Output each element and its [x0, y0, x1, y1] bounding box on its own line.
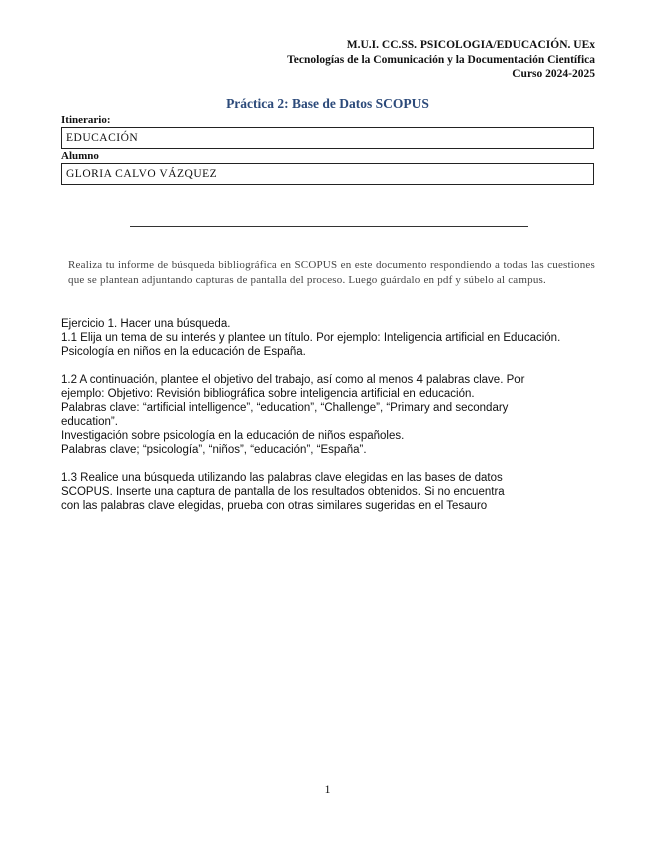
page-number: 1	[324, 782, 331, 796]
header-program: M.U.I. CC.SS. PSICOLOGIA/EDUCACIÓN. UEx	[346, 39, 595, 51]
page-title: Práctica 2: Base de Datos SCOPUS	[226, 96, 429, 111]
question-1-3-line-1: 1.3 Realice una búsqueda utilizando las palabras clave elegidas en las bases de datos	[61, 472, 503, 484]
itinerario-label: Itinerario:	[61, 114, 111, 126]
question-1-2-line-1: 1.2 A continuación, plantee el objetivo del trabajo, así como al menos 4 palabras clave. Por	[61, 374, 525, 386]
question-1-3-line-3: con las palabras clave elegidas, prueba con otras similares sugeridas en el Tesauro	[61, 500, 488, 512]
answer-1-2-keywords: Palabras clave; “psicología”, “niños”, “educación”, “España”.	[61, 444, 367, 456]
alumno-field: GLORIA CALVO VÁZQUEZ	[61, 163, 594, 185]
header-course-name: Tecnologías de la Comunicación y la Documentación Científica	[287, 53, 595, 66]
spacer	[61, 359, 601, 373]
spacer	[61, 457, 601, 471]
exercise-1-section	[61, 317, 601, 513]
itinerario-field: EDUCACIÓN	[61, 127, 594, 149]
question-1-1: 1.1 Elija un tema de su interés y plantee un título. Por ejemplo: Inteligencia artificial en Educación.	[61, 332, 561, 344]
question-1-3-line-2: SCOPUS. Inserte una captura de pantalla de los resultados obtenidos. Si no encuentra	[61, 486, 505, 498]
question-1-2-line-4: education”.	[61, 416, 118, 428]
header-academic-year: Curso 2024-2025	[512, 68, 595, 80]
alumno-label: Alumno	[61, 150, 99, 162]
answer-1-2-objective: Investigación sobre psicología en la educación de niños españoles.	[61, 430, 405, 442]
exercise-heading: Ejercicio 1. Hacer una búsqueda.	[61, 318, 231, 330]
question-1-2-line-3: Palabras clave: “artificial intelligence”, “education”, “Challenge”, “Primary and secondary	[61, 402, 509, 414]
divider-line	[130, 226, 528, 227]
question-1-2-line-2: ejemplo: Objetivo: Revisión bibliográfica sobre inteligencia artificial en educación.	[61, 388, 475, 400]
answer-1-1: Psicología en niños en la educación de España.	[61, 346, 306, 358]
instructions-paragraph: Realiza tu informe de búsqueda bibliográfica en SCOPUS en este documento respondiendo a todas las cuestiones que se plantean adjuntando capturas de pantalla del proceso. Luego guárdalo en pdf y súbelo al campus.	[68, 259, 595, 286]
document-header	[287, 38, 595, 82]
